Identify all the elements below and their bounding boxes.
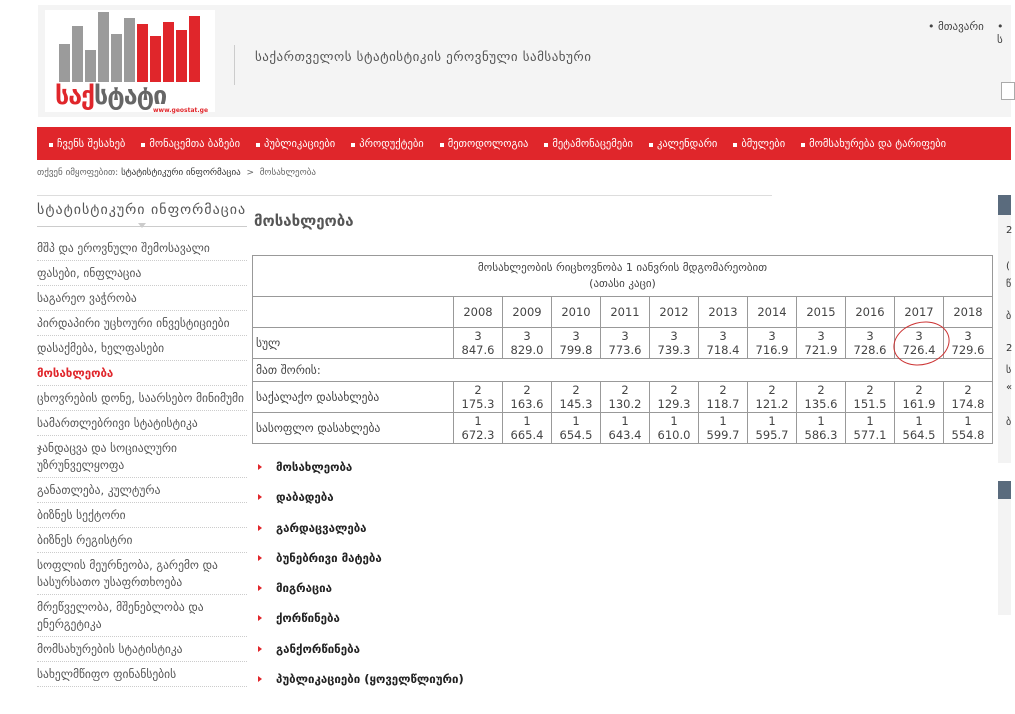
topic-link[interactable]: პუბლიკაციები (ყოველწლიური) <box>258 672 464 702</box>
right-panel-text: წ <box>1006 279 1012 290</box>
breadcrumb-prefix: თქვენ იმყოფებით: <box>37 168 119 178</box>
nav-metadata[interactable]: მეტამონაცემები <box>546 138 633 150</box>
topic-link[interactable]: მოსახლეობა <box>258 460 464 490</box>
topic-link[interactable]: ბუნებრივი მატება <box>258 551 464 581</box>
table-cell: 3 739.3 <box>650 328 699 359</box>
topic-link[interactable]: მიგრაცია <box>258 581 464 611</box>
logo-bar <box>98 12 109 82</box>
year-header: 2013 <box>699 297 748 328</box>
sidebar-item[interactable]: ცხოვრების დონე, საარსებო მინიმუმი <box>37 386 247 411</box>
nav-about[interactable]: ჩვენს შესახებ <box>51 138 125 150</box>
org-name: საქართველოს სტატისტიკის ეროვნული სამსახური <box>255 50 592 65</box>
table-row-rural <box>253 413 993 444</box>
sidebar-title: სტატისტიკური ინფორმაცია <box>37 202 247 218</box>
breadcrumb <box>37 168 316 178</box>
table-cell: 2 175.3 <box>454 382 503 413</box>
sidebar-item[interactable]: სახელმწიფო ფინანსების <box>37 662 247 687</box>
table-caption <box>253 256 993 297</box>
sidebar-item[interactable]: ჯანდაცვა და სოციალური უზრუნველყოფა <box>37 436 247 478</box>
table-cell: 1 672.3 <box>454 413 503 444</box>
table-caption-unit: (ათასი კაცი) <box>589 277 656 290</box>
topic-link[interactable]: დაბადება <box>258 490 464 520</box>
year-header: 2017 <box>895 297 944 328</box>
nav-products[interactable]: პროდუქტები <box>353 138 423 150</box>
topic-link[interactable]: გარდაცვალება <box>258 521 464 551</box>
page-title: მოსახლეობა <box>254 212 354 230</box>
year-header: 2015 <box>797 297 846 328</box>
row-label: საქალაქო დასახლება <box>253 382 454 413</box>
table-cell: 2 118.7 <box>699 382 748 413</box>
right-panel-2 <box>998 499 1011 615</box>
right-panel-header <box>998 195 1011 215</box>
breadcrumb-section[interactable]: სტატისტიკური ინფორმაცია <box>121 168 241 178</box>
sidebar-item[interactable]: განათლება, კულტურა <box>37 478 247 503</box>
year-header: 2014 <box>748 297 797 328</box>
nav-databases[interactable]: მონაცემთა ბაზები <box>143 138 240 150</box>
table-row-total <box>253 328 993 359</box>
logo-bar <box>176 30 187 82</box>
search-input[interactable] <box>1001 82 1015 100</box>
table-cell: 1 599.7 <box>699 413 748 444</box>
table-cell: 2 161.9 <box>895 382 944 413</box>
sidebar-item[interactable]: მომსახურების სტატისტიკა <box>37 637 247 662</box>
population-table <box>252 255 993 444</box>
sidebar-item[interactable]: მშპ და ეროვნული შემოსავალი <box>37 236 247 261</box>
table-cell: 1 595.7 <box>748 413 797 444</box>
logo-url: www.geostat.ge <box>153 107 209 114</box>
logo-bar <box>163 22 174 82</box>
year-header: 2009 <box>503 297 552 328</box>
sidebar <box>37 236 247 687</box>
right-panel-text: 2 <box>1006 343 1013 354</box>
sidebar-item[interactable]: საგარეო ვაჭრობა <box>37 286 247 311</box>
geostat-logo[interactable] <box>45 10 215 112</box>
year-header: 2016 <box>846 297 895 328</box>
breadcrumb-sep: > <box>246 168 254 178</box>
table-cell: 2 121.2 <box>748 382 797 413</box>
sidebar-item[interactable]: ბიზნეს რეგისტრი <box>37 528 247 553</box>
sidebar-item[interactable]: სოფლის მეურნეობა, გარემო და სასურსათო უსაფრთხოება <box>37 553 247 595</box>
topic-links <box>258 460 464 702</box>
table-cell: 3 721.9 <box>797 328 846 359</box>
table-cell: 1 564.5 <box>895 413 944 444</box>
table-cell: 2 145.3 <box>552 382 601 413</box>
logo-bar <box>124 18 135 82</box>
sidebar-item[interactable]: დასაქმება, ხელფასები <box>37 336 247 361</box>
table-cell: 2 130.2 <box>601 382 650 413</box>
table-cell: 2 135.6 <box>797 382 846 413</box>
table-cell: 2 151.5 <box>846 382 895 413</box>
nav-methodology[interactable]: მეთოდოლოგია <box>442 138 529 150</box>
right-panel <box>998 215 1011 463</box>
right-panel-text: « <box>1006 382 1013 393</box>
table-cell: 1 665.4 <box>503 413 552 444</box>
sidebar-item[interactable]: ბიზნეს სექტორი <box>37 503 247 528</box>
caret-icon <box>138 223 146 228</box>
logo-wordmark: საქსტატი <box>55 81 167 110</box>
table-cell: 1 610.0 <box>650 413 699 444</box>
right-panel-header-2 <box>998 481 1011 499</box>
table-cell: 1 586.3 <box>797 413 846 444</box>
sidebar-item[interactable]: სამართლებრივი სტატისტიკა <box>37 411 247 436</box>
topic-link[interactable]: განქორწინება <box>258 642 464 672</box>
table-cell: 3 729.6 <box>944 328 993 359</box>
row-label: მათ შორის: <box>253 359 993 382</box>
year-header: 2010 <box>552 297 601 328</box>
top-link-2[interactable]: • ს <box>997 20 1004 46</box>
right-panel-text: 2 <box>1006 225 1013 236</box>
table-cell: 1 643.4 <box>601 413 650 444</box>
row-label: სასოფლო დასახლება <box>253 413 454 444</box>
logo-bar <box>150 36 161 82</box>
logo-bar <box>137 24 148 82</box>
sidebar-item[interactable]: პირდაპირი უცხოური ინვესტიციები <box>37 311 247 336</box>
table-cell: 3 773.6 <box>601 328 650 359</box>
table-header-row <box>253 297 993 328</box>
right-panel-text: ს <box>1006 365 1012 376</box>
nav-services[interactable]: მომსახურება და ტარიფები <box>803 138 946 150</box>
nav-publications[interactable]: პუბლიკაციები <box>258 138 335 150</box>
table-cell: 2 163.6 <box>503 382 552 413</box>
table-caption-title: მოსახლეობის რიცხოვნობა 1 იანვრის მდგომარეობით <box>477 261 768 274</box>
sidebar-item[interactable]: ფასები, ინფლაცია <box>37 261 247 286</box>
table-cell: 2 174.8 <box>944 382 993 413</box>
table-corner-cell <box>253 297 454 328</box>
table-cell: 3 718.4 <box>699 328 748 359</box>
logo-bar <box>59 44 70 82</box>
header <box>0 0 1011 125</box>
right-panel-text: ( <box>1006 261 1010 272</box>
table-cell: 2 129.3 <box>650 382 699 413</box>
right-panel-text: ბ <box>1006 417 1012 428</box>
table-cell: 3 847.6 <box>454 328 503 359</box>
logo-bar <box>72 26 83 82</box>
table-cell: 3 728.6 <box>846 328 895 359</box>
nav-calendar[interactable]: კალენდარი <box>651 138 717 150</box>
logo-bar <box>85 50 96 82</box>
breadcrumb-current: მოსახლეობა <box>259 168 316 178</box>
home-link[interactable]: • მთავარი <box>928 20 984 33</box>
topic-link[interactable]: ქორწინება <box>258 611 464 641</box>
sidebar-item-active[interactable]: მოსახლეობა <box>37 361 247 386</box>
year-header: 2018 <box>944 297 993 328</box>
year-header: 2012 <box>650 297 699 328</box>
table-row-urban <box>253 382 993 413</box>
table-cell: 1 654.5 <box>552 413 601 444</box>
table-cell-highlighted: 3 726.4 <box>895 328 944 359</box>
table-cell: 3 829.0 <box>503 328 552 359</box>
main-nav <box>37 127 1011 160</box>
header-divider <box>234 45 235 85</box>
table-cell: 1 577.1 <box>846 413 895 444</box>
logo-bar <box>111 34 122 82</box>
row-label: სულ <box>253 328 454 359</box>
year-header: 2011 <box>601 297 650 328</box>
logo-bar <box>189 16 200 82</box>
year-header: 2008 <box>454 297 503 328</box>
right-panel-text: ბ <box>1006 311 1012 322</box>
divider <box>37 195 772 196</box>
table-cell: 3 716.9 <box>748 328 797 359</box>
nav-links[interactable]: ბმულები <box>735 138 785 150</box>
sidebar-item[interactable]: მრეწველობა, მშენებლობა და ენერგეტიკა <box>37 595 247 637</box>
table-row-subheading <box>253 359 993 382</box>
table-cell: 1 554.8 <box>944 413 993 444</box>
table-cell: 3 799.8 <box>552 328 601 359</box>
